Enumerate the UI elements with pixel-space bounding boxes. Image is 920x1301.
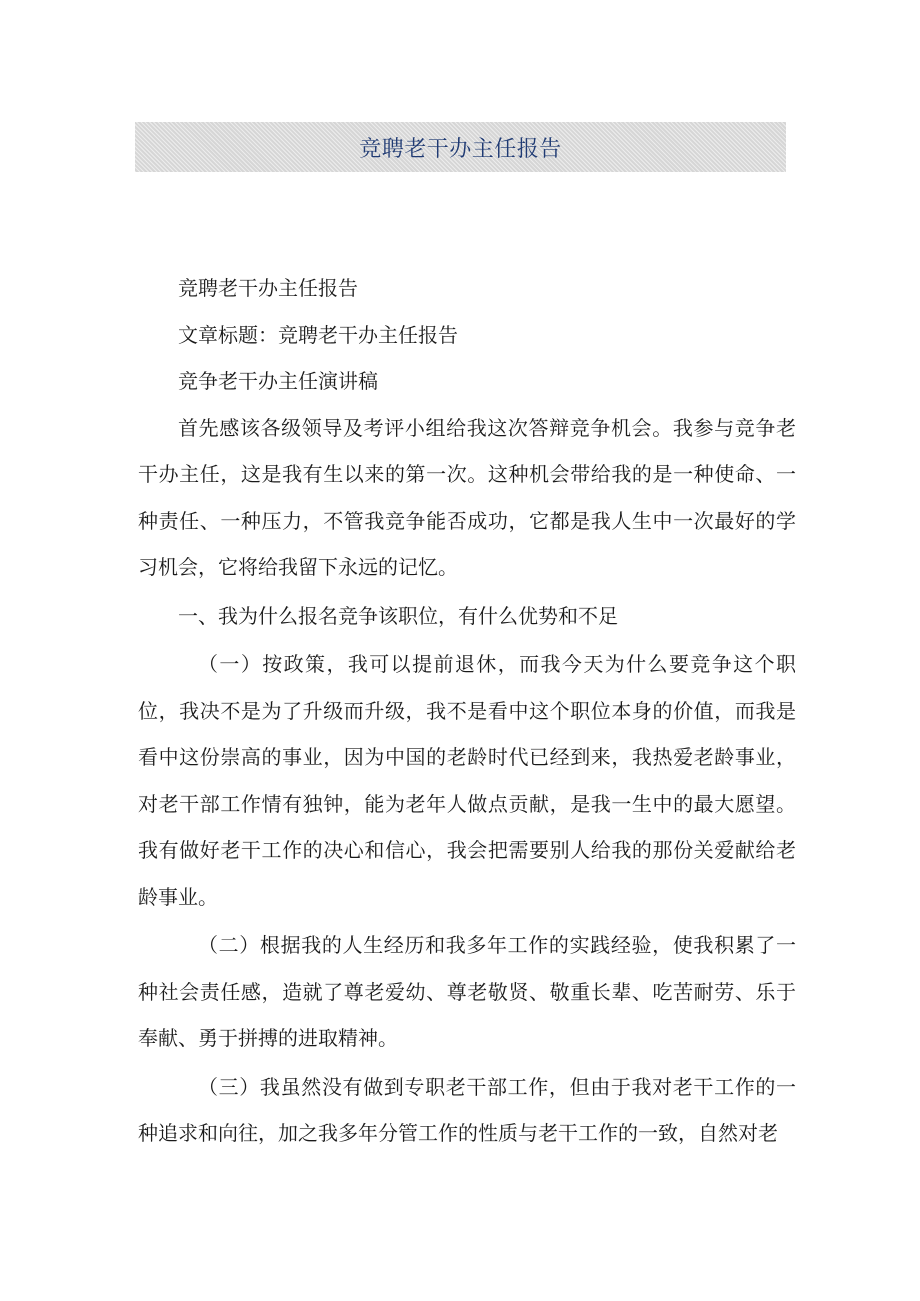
paragraph-intro: 首先感该各级领导及考评小组给我这次答辩竞争机会。我参与竞争老干办主任，这是我有生以来的第一次。这种机会带给我的是一种使命、一种责任、一种压力，不管我竞争能否成功，它都是我人生中一次最好的学习机会，它将给我留下永远的记忆。 (138, 415, 796, 579)
paragraph-section-one: 一、我为什么报名竞争该职位，有什么优势和不足 (178, 603, 618, 628)
paragraph-speech-title: 竞争老干办主任演讲稿 (178, 369, 378, 393)
document-body (138, 265, 796, 1157)
paragraph-point-three: （三）我虽然没有做到专职老干部工作，但由于我对老干工作的一种追求和向往，加之我多年分管工作的性质与老干工作的一致，自然对老 (138, 1074, 796, 1145)
paragraph-heading: 竞聘老干办主任报告 (178, 276, 358, 300)
document-title: 竞聘老干办主任报告 (359, 136, 562, 162)
paragraph-point-two: （二）根据我的人生经历和我多年工作的实践经验，使我积累了一种社会责任感，造就了尊老爱幼、尊老敬贤、敬重长辈、吃苦耐劳、乐于奉献、勇于拼搏的进取精神。 (138, 933, 796, 1050)
paragraph-point-one: （一）按政策，我可以提前退休，而我今天为什么要竞争这个职位，我决不是为了升级而升级，我不是看中这个职位本身的价值，而我是看中这份崇高的事业，因为中国的老龄时代已经到来，我热爱老龄事业，对老干部工作情有独钟，能为老年人做点贡献，是我一生中的最大愿望。我有做好老干工作的决心和信心，我会把需要别人给我的那份关爱献给老龄事业。 (138, 652, 796, 909)
paragraph-article-title: 文章标题：竞聘老干办主任报告 (178, 322, 458, 347)
title-banner (135, 122, 786, 172)
